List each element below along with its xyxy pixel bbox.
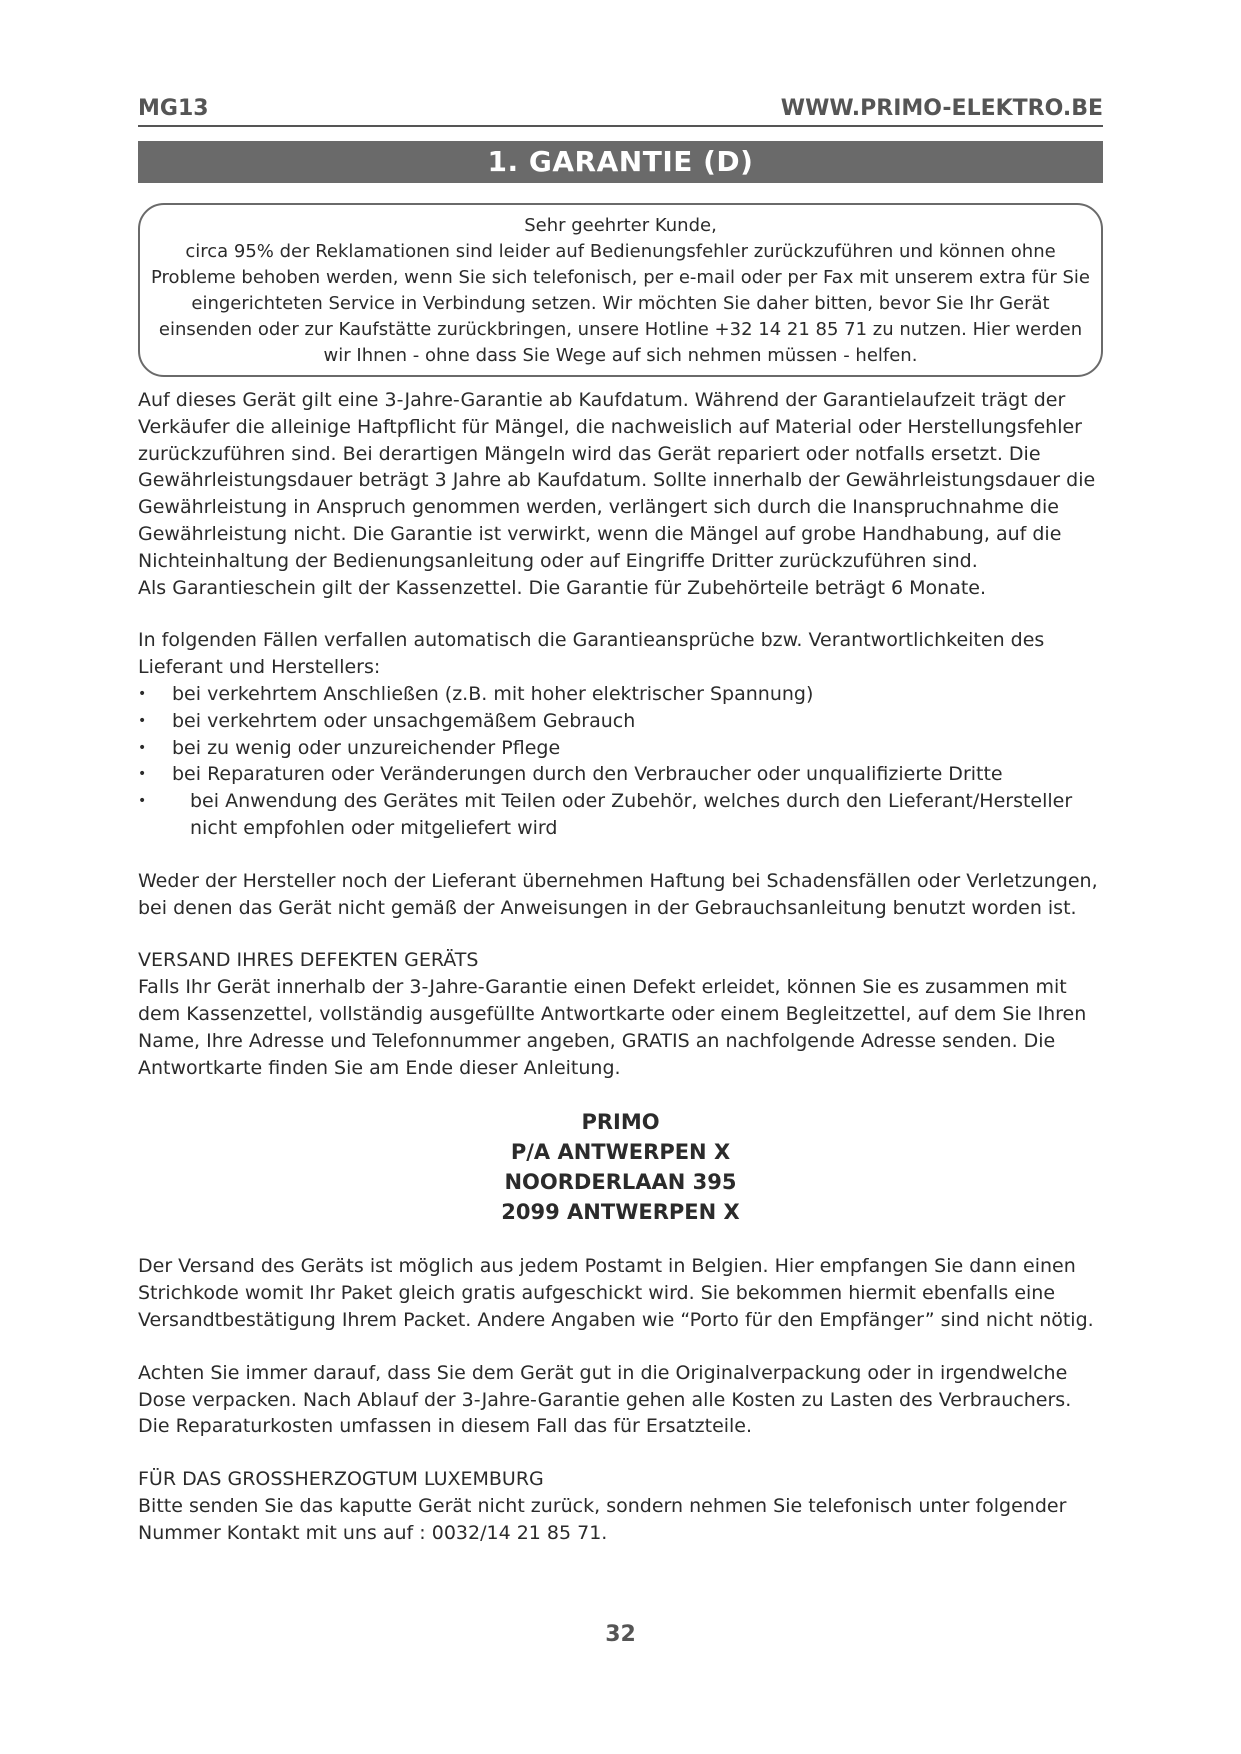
luxembourg-heading: FÜR DAS GROSSHERZOGTUM LUXEMBURG [138,1468,544,1491]
exclusions-intro: In folgenden Fällen verfallen automatisch die Garantieansprüche bzw. Verantwortlichkeiten des Lieferant und Herstellers: [138,629,1045,679]
address-line: NOORDERLAAN 395 [504,1170,737,1195]
manual-page [138,96,1103,1547]
luxembourg-paragraph: Bitte senden Sie das kaputte Gerät nicht zurück, sondern nehmen Sie telefonisch unter folgender Nummer Kontakt mit uns auf : 0032/14 21 85 71. [138,1494,1067,1544]
warranty-paragraph: Auf dieses Gerät gilt eine 3-Jahre-Garantie ab Kaufdatum. Während der Garantielaufzeit trägt der Verkäufer die alleinige Haftpflicht für Mängel, die nachweislich auf Material oder Herstellungsfehler zurückzuführen sind. Bei derartigen Mängeln wird das Gerät repariert oder notfalls ersetzt. Die Gewährleistungsdauer beträgt 3 Jahre ab Kaufdatum. Sollte innerhalb der Gewährleistungsdauer die Gewährleistung in Anspruch genommen werden, verlängert sich durch die Inanspruchnahme die Gewährleistung nicht. Die Garantie ist verwirkt, wenn die Mängel auf grobe Handhabung, auf die Nichteinhaltung der Bedienungsanleitung oder auf Eingriffe Dritter zurückzuführen sind. [138,389,1096,572]
section-title: 1. GARANTIE (D) [138,141,1103,183]
address-line: P/A ANTWERPEN X [510,1140,731,1165]
warranty-receipt-line: Als Garantieschein gilt der Kassenzettel. Die Garantie für Zubehörteile beträgt 6 Monate. [138,576,987,599]
list-item: • bei verkehrtem oder unsachgemäßem Gebrauch [138,708,1103,735]
notice-text: circa 95% der Reklamationen sind leider auf Bedienungsfehler zurückzuführen und können ohne Probleme behoben werden, wenn Sie sich telefonisch, per e-mail oder per Fax mit unserem extra für Sie eingerichteten Service in Verbindung setzen. Wir möchten Sie daher bitten, bevor Sie Ihr Gerät einsenden oder zur Kaufstätte zurückbringen, unsere Hotline +32 14 21 85 71 zu nutzen. Hier werden wir Ihnen - ohne dass Sie Wege auf sich nehmen müssen - helfen. [151,241,1090,366]
list-item: • bei Reparaturen oder Veränderungen durch den Verbraucher oder unqualifizierte Dritte [138,761,1103,788]
notice-greeting: Sehr geehrter Kunde, [524,215,717,236]
model-number: MG13 [138,96,209,121]
address-line: 2099 ANTWERPEN X [501,1200,740,1225]
shipping-paragraph: Falls Ihr Gerät innerhalb der 3-Jahre-Garantie einen Defekt erleidet, können Sie es zusammen mit dem Kassenzettel, vollständig ausgefüllte Antwortkarte oder einem Begleitzettel, auf dem Sie Ihren Name, Ihre Adresse und Telefonnummer angeben, GRATIS an nachfolgende Adresse senden. Die Antwortkarte finden Sie am Ende dieser Anleitung. [138,976,1087,1079]
address-line: PRIMO [581,1110,660,1135]
exclusions-list [138,681,1103,842]
page-header [138,96,1103,127]
list-item: • bei verkehrtem Anschließen (z.B. mit hoher elektrischer Spannung) [138,681,1103,708]
return-address [138,1107,1103,1227]
customer-notice-box [138,203,1103,377]
page-number: 32 [605,1622,636,1647]
website-url: WWW.PRIMO-ELEKTRO.BE [780,96,1103,121]
list-item: • bei Anwendung des Gerätes mit Teilen oder Zubehör, welches durch den Lieferant/Hersteller nicht empfohlen oder mitgeliefert wird [138,788,1103,842]
list-item: • bei zu wenig oder unzureichender Pflege [138,735,1103,762]
packaging-paragraph: Achten Sie immer darauf, dass Sie dem Gerät gut in die Originalverpackung oder in irgendwelche Dose verpacken. Nach Ablauf der 3-Jahre-Garantie gehen alle Kosten zu Lasten des Verbrauchers. Die Reparaturkosten umfassen in diesem Fall das für Ersatzteile. [138,1361,1072,1438]
shipping-heading: VERSAND IHRES DEFEKTEN GERÄTS [138,949,479,972]
liability-paragraph: Weder der Hersteller noch der Lieferant übernehmen Haftung bei Schadensfällen oder Verletzungen, bei denen das Gerät nicht gemäß der Anweisungen in der Gebrauchsanleitung benutzt worden ist. [138,869,1098,919]
postal-paragraph: Der Versand des Geräts ist möglich aus jedem Postamt in Belgien. Hier empfangen Sie dann einen Strichkode womit Ihr Paket gleich gratis aufgeschickt wird. Sie bekommen hiermit ebenfalls eine Versandtbestätigung Ihrem Packet. Andere Angaben wie “Porto für den Empfänger” sind nicht nötig. [138,1255,1094,1331]
